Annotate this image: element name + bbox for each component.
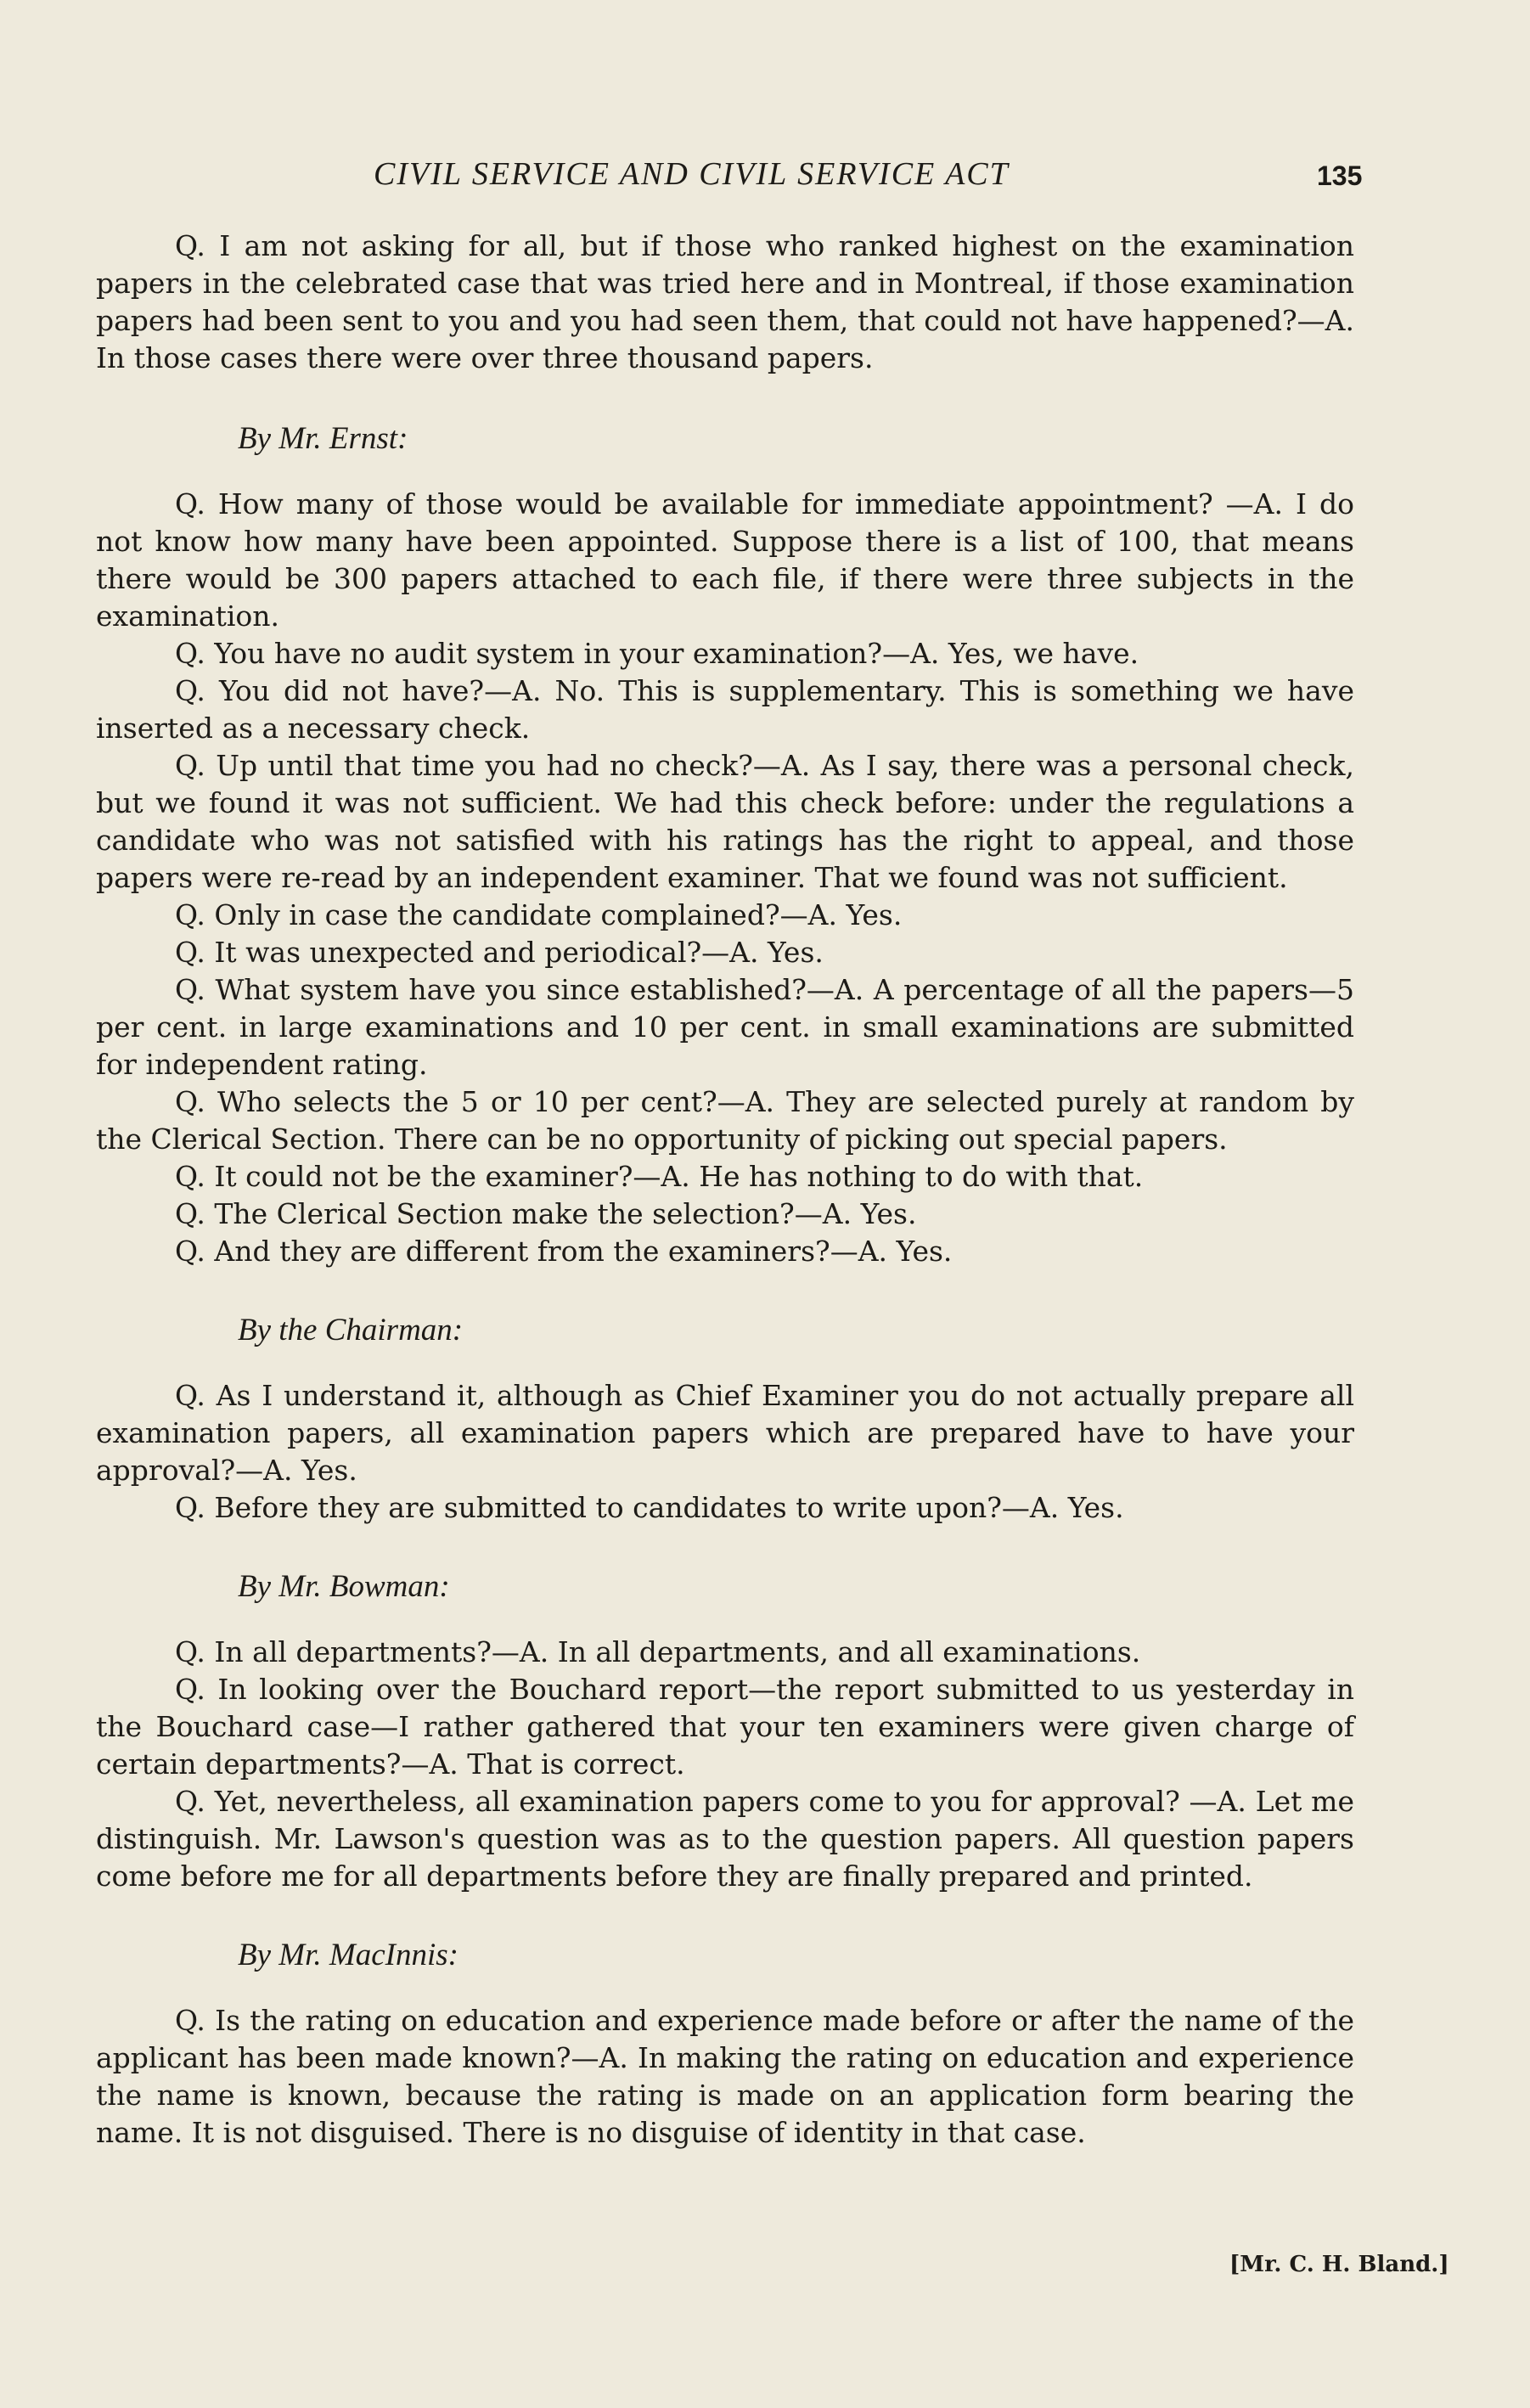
paragraph: Q. It was unexpected and periodical?—A. Yes.	[175, 936, 824, 969]
paragraph: Q. In all departments?—A. In all departments, and all examinations.	[175, 1635, 1141, 1668]
paragraph: Q. It could not be the examiner?—A. He has nothing to do with that.	[175, 1160, 1144, 1193]
paragraph: Q. How many of those would be available for immediate appointment? —A. I do not know how many have been appointed. Suppose there is a list of 100, that means there would be 300 papers attached to each file, if there were three subjects in the examination.	[96, 487, 1354, 633]
speaker-heading: By Mr. MacInnis:	[238, 1938, 458, 1972]
paragraph: Q. You have no audit system in your examination?—A. Yes, we have.	[175, 637, 1139, 670]
paragraph: Q. Up until that time you had no check?—A. As I say, there was a personal check, but we found it was not sufficient. We had this check before: under the regulations a candidate who was not satisfied with his ratings has the right to appeal, and those papers were re-read by an independent examiner. That we found was not sufficient.	[96, 749, 1354, 894]
paragraph: Q. Who selects the 5 or 10 per cent?—A. They are selected purely at random by the Clerical Section. There can be no opportunity of picking out special papers.	[96, 1085, 1354, 1156]
paragraph: Q. You did not have?—A. No. This is supplementary. This is something we have inserted as a necessary check.	[96, 674, 1354, 745]
paragraph: Q. What system have you since established?—A. A percentage of all the papers—5 per cent. in large examinations and 10 per cent. in small examinations are submitted for independent rating.	[96, 973, 1354, 1081]
paragraph: Q. Yet, nevertheless, all examination papers come to you for approval? —A. Let me distinguish. Mr. Lawson's question was as to the question papers. All question papers come before me for all departments before they are finally prepared and printed.	[96, 1785, 1354, 1893]
transcript-body	[96, 228, 1354, 2152]
paragraph: Q. As I understand it, although as Chief Examiner you do not actually prepare all examination papers, all examination papers which are prepared have to have your approval?—A. Yes.	[96, 1379, 1354, 1487]
speaker-heading: By Mr. Ernst:	[238, 421, 408, 456]
running-head: CIVIL SERVICE AND CIVIL SERVICE ACT	[374, 156, 1010, 192]
paragraph: Q. Only in case the candidate complained?—A. Yes.	[175, 898, 903, 931]
paragraph: Q. I am not asking for all, but if those who ranked highest on the examination papers in the celebrated case that was tried here and in Montreal, if those examination papers had been sent to you and you had seen them, that could not have happened?—A. In those cases there were over three thousand papers.	[96, 229, 1354, 374]
paragraph: Q. Is the rating on education and experience made before or after the name of the applicant has been made known?—A. In making the rating on education and experience the name is known, because the rating is made on an application form bearing the name. It is not disguised. There is no disguise of identity in that case.	[96, 2004, 1354, 2149]
paragraph: Q. In looking over the Bouchard report—the report submitted to us yesterday in the Bouchard case—I rather gathered that your ten examiners were given charge of certain departments?—A. That is correct.	[96, 1673, 1354, 1781]
paragraph: Q. Before they are submitted to candidates to write upon?—A. Yes.	[175, 1491, 1124, 1524]
paragraph: Q. The Clerical Section make the selection?—A. Yes.	[175, 1197, 917, 1230]
speaker-heading: By Mr. Bowman:	[238, 1569, 450, 1604]
witness-footer: [Mr. C. H. Bland.]	[1229, 2252, 1449, 2277]
paragraph: Q. And they are different from the examiners?—A. Yes.	[175, 1235, 953, 1268]
speaker-heading: By the Chairman:	[238, 1313, 464, 1347]
page-number: 135	[1317, 160, 1363, 191]
